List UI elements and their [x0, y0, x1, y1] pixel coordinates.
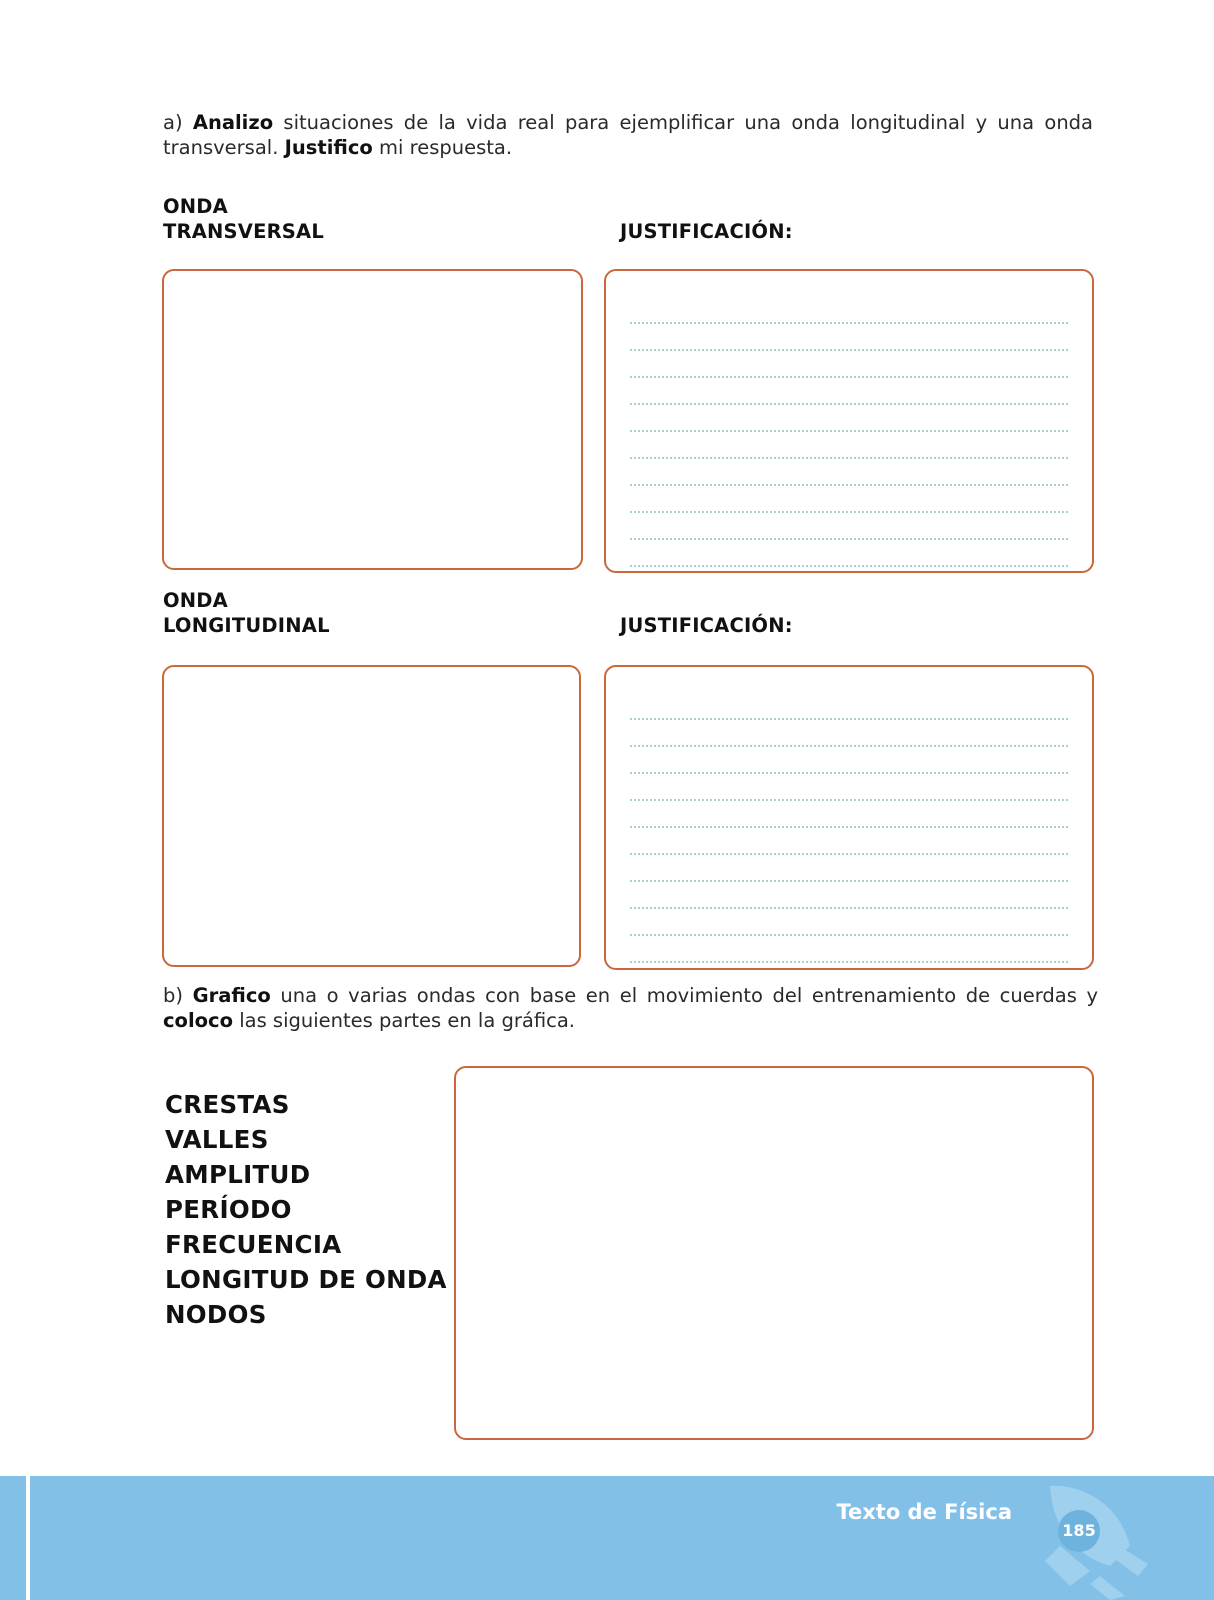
graph-box[interactable]: [454, 1066, 1094, 1440]
term-amplitud: AMPLITUD: [165, 1160, 311, 1189]
term-crestas: CRESTAS: [165, 1090, 290, 1119]
verb-grafico: Grafico: [192, 984, 271, 1007]
justification-label-1: JUSTIFICACIÓN:: [620, 220, 793, 243]
verb-coloco: coloco: [163, 1009, 233, 1032]
verb-justifico: Justifico: [284, 136, 373, 159]
footer-title: Texto de Física: [836, 1500, 1012, 1524]
justification-box-longitudinal[interactable]: [604, 665, 1094, 970]
instruction-b: b) Grafico una o varias ondas con base en el movimiento del entrenamiento de cuerdas y coloco las siguientes partes en la gráfica.: [163, 984, 1099, 1032]
term-nodos: NODOS: [165, 1300, 267, 1329]
term-periodo: PERÍODO: [165, 1195, 292, 1224]
heading-onda-transversal: ONDA TRANSVERSAL: [163, 195, 324, 243]
footer-stripe: [26, 1476, 30, 1600]
page-number: 185: [1058, 1510, 1100, 1552]
drawing-box-longitudinal[interactable]: [162, 665, 581, 967]
term-longitud-de-onda: LONGITUD DE ONDA: [165, 1265, 447, 1294]
term-frecuencia: FRECUENCIA: [165, 1230, 342, 1259]
instruction-a: a) Analizo situaciones de la vida real para ejemplificar una onda longitudinal y una onda transversal. Justifico mi respuesta.: [163, 111, 1094, 159]
justification-box-transversal[interactable]: [604, 269, 1094, 573]
footer-band: [0, 1476, 1214, 1600]
drawing-box-transversal[interactable]: [162, 269, 583, 570]
heading-onda-longitudinal: ONDA LONGITUDINAL: [163, 589, 330, 637]
term-valles: VALLES: [165, 1125, 269, 1154]
verb-analizo: Analizo: [192, 111, 274, 134]
writing-lines: [630, 297, 1068, 567]
justification-label-2: JUSTIFICACIÓN:: [620, 614, 793, 637]
writing-lines: [630, 693, 1068, 963]
